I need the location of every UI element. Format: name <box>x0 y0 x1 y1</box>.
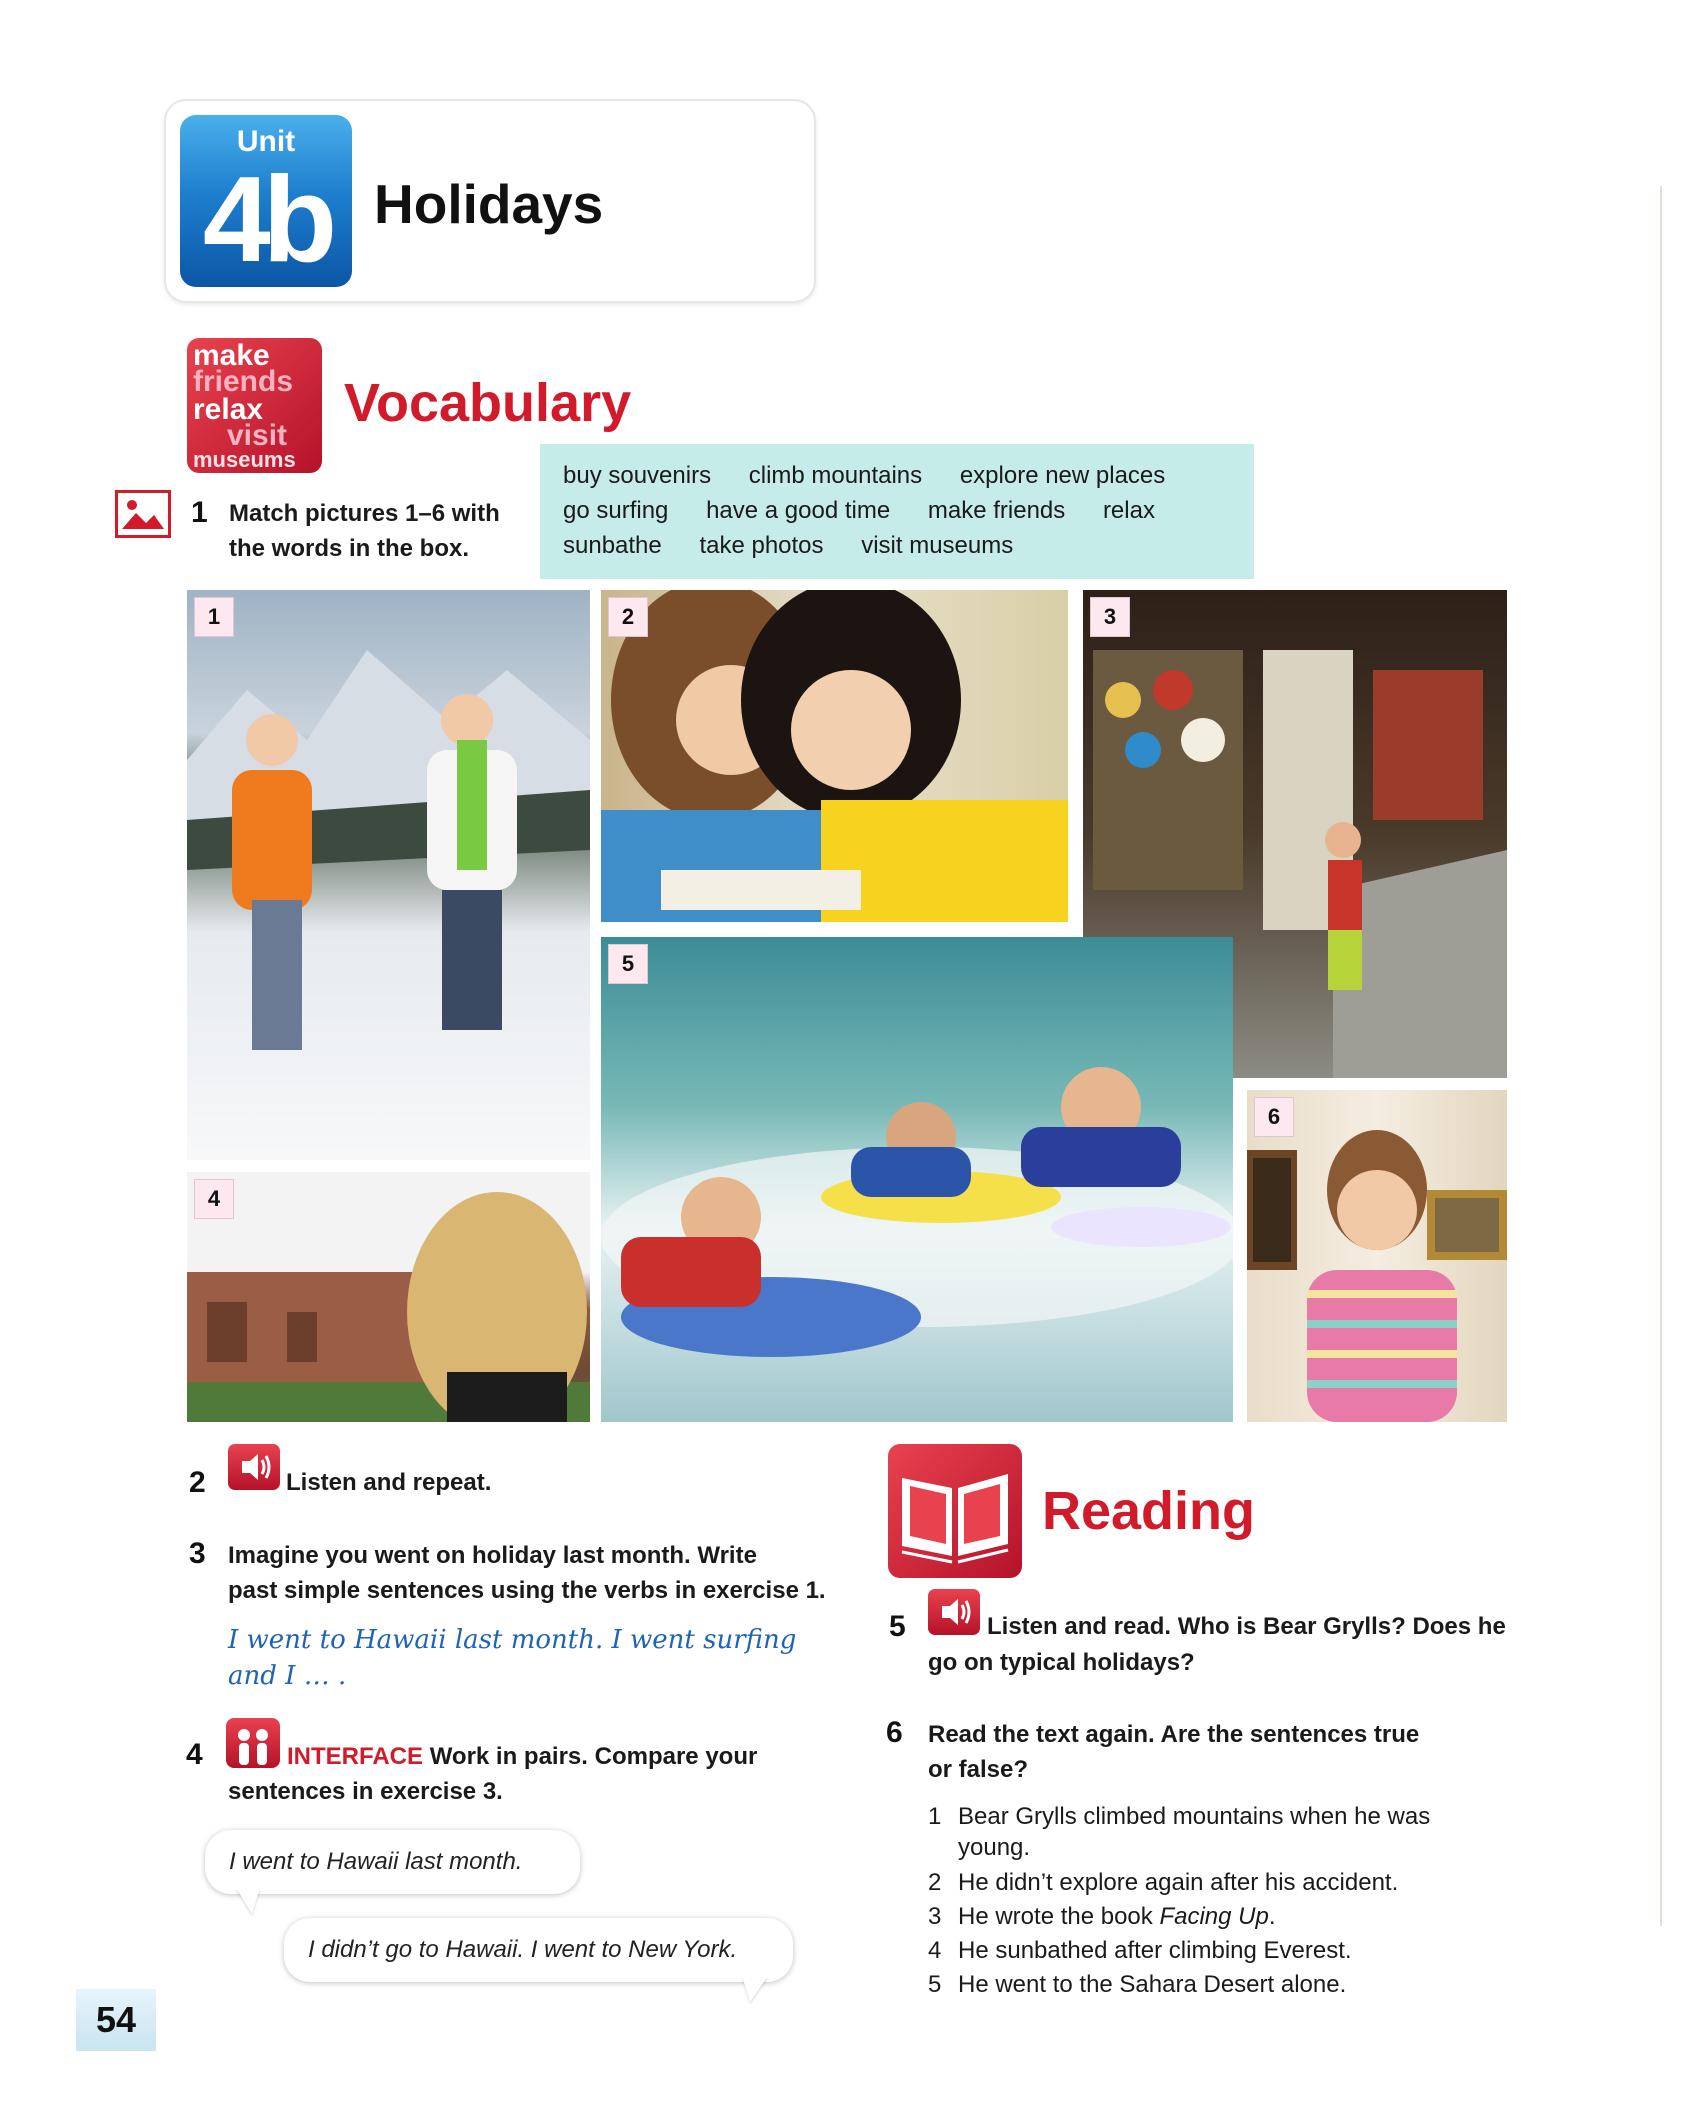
exercise1-line: Match pictures 1–6 with <box>229 500 500 527</box>
bubble-tail <box>742 1976 768 2002</box>
true-false-item <box>928 1867 1398 1899</box>
interface-pair-icon <box>226 1718 280 1768</box>
audio-speaker-icon[interactable] <box>928 1589 980 1635</box>
exercise3-line: Imagine you went on holiday last month. Write <box>228 1542 757 1569</box>
reading-title: Reading <box>1042 1481 1256 1541</box>
word-box <box>540 444 1254 579</box>
true-false-item <box>928 1901 1276 1933</box>
word-box-item: make friends <box>927 497 1066 524</box>
item-text-end: . <box>1268 1903 1276 1930</box>
exercise-number: 5 <box>889 1610 906 1643</box>
item-number: 4 <box>928 1937 942 1964</box>
photo-visit-museums <box>1247 1090 1507 1422</box>
page-number: 54 <box>76 1989 156 2051</box>
word-box-item: take photos <box>699 532 824 559</box>
exercise3-instruction <box>228 1538 826 1608</box>
photo-number-tag: 4 <box>194 1179 234 1219</box>
photo-number-tag: 1 <box>194 597 234 637</box>
word-box-row <box>563 497 1186 525</box>
exercise1-instruction <box>229 496 500 566</box>
exercise4-line: Work in pairs. Compare your <box>429 1743 758 1770</box>
exercise-number: 3 <box>189 1537 206 1570</box>
photo-number-tag: 3 <box>1090 597 1130 637</box>
example-line: I went to Hawaii last month. I went surfing <box>228 1625 797 1655</box>
true-false-item-continued: young. <box>958 1834 1031 1861</box>
item-number: 1 <box>928 1803 942 1830</box>
item-number: 5 <box>928 1971 942 1998</box>
unit-word: Unit <box>236 125 296 158</box>
exercise6-instruction <box>928 1717 1419 1787</box>
example-line: and I … . <box>228 1661 347 1691</box>
exercise5-line: go on typical holidays? <box>928 1649 1195 1676</box>
word-box-row <box>563 462 1196 490</box>
photo-number-tag: 6 <box>1254 1097 1294 1137</box>
exercise4-line: sentences in exercise 3. <box>228 1778 503 1805</box>
item-text: Bear Grylls climbed mountains when he was <box>958 1803 1431 1830</box>
true-false-item <box>928 1935 1352 1967</box>
item-number: 2 <box>928 1869 942 1896</box>
unit-badge <box>180 115 352 287</box>
word-box-item: climb mountains <box>748 462 923 489</box>
bubble-text: I didn’t go to Hawaii. I went to New York. <box>308 1936 738 1963</box>
exercise2-instruction: Listen and repeat. <box>286 1469 492 1496</box>
interface-label: INTERFACE <box>287 1743 424 1770</box>
photo-go-surfing <box>601 937 1233 1422</box>
word-box-item: sunbathe <box>563 532 662 559</box>
exercise4-instruction <box>287 1739 757 1774</box>
word-box-item: relax <box>1102 497 1155 524</box>
page-edge-line <box>1660 186 1662 1926</box>
exercise3-line: past simple sentences using the verbs in exercise 1. <box>228 1577 826 1604</box>
book-title: Facing Up <box>1159 1903 1269 1930</box>
vocab-icon-word: relax <box>193 393 264 426</box>
word-box-item: go surfing <box>563 497 669 524</box>
word-box-item: buy souvenirs <box>563 462 712 489</box>
exercise-number: 1 <box>191 496 208 529</box>
word-box-item: visit museums <box>861 532 1014 559</box>
photo-climb-mountains <box>187 590 590 1160</box>
vocab-icon-word: make <box>193 339 270 372</box>
vocab-icon-word: friends <box>193 365 294 398</box>
vocab-icon-word: museums <box>193 447 296 472</box>
photo-make-friends <box>601 590 1068 922</box>
exercise6-line: or false? <box>928 1756 1029 1783</box>
photo-number-tag: 2 <box>608 597 648 637</box>
word-box-row <box>563 532 1044 560</box>
item-text: He wrote the book <box>958 1903 1160 1930</box>
exercise6-line: Read the text again. Are the sentences true <box>928 1721 1420 1748</box>
item-text: He sunbathed after climbing Everest. <box>958 1937 1352 1964</box>
unit-title: Holidays <box>374 173 604 235</box>
vocabulary-title: Vocabulary <box>344 373 632 433</box>
exercise-number: 2 <box>189 1466 206 1499</box>
item-text: He didn’t explore again after his accident. <box>958 1869 1399 1896</box>
photo-number-tag: 5 <box>608 944 648 984</box>
word-box-item: explore new places <box>959 462 1166 489</box>
bubble-tail <box>236 1888 260 1914</box>
exercise-number: 6 <box>886 1716 903 1749</box>
photo-take-photos <box>187 1172 590 1422</box>
exercise-number: 4 <box>186 1738 203 1771</box>
exercise5-line: Listen and read. Who is Bear Grylls? Does he <box>987 1613 1506 1640</box>
item-text: He went to the Sahara Desert alone. <box>958 1971 1347 1998</box>
reading-book-icon <box>888 1444 1022 1578</box>
speech-bubble-2 <box>284 1918 793 1982</box>
true-false-item <box>928 1801 1430 1833</box>
unit-number: 4b <box>202 151 330 287</box>
exercise3-example <box>228 1622 796 1694</box>
item-number: 3 <box>928 1903 942 1930</box>
word-box-item: have a good time <box>706 497 891 524</box>
exercise1-line: the words in the box. <box>229 535 470 562</box>
speech-bubble-1 <box>205 1830 580 1894</box>
audio-speaker-icon[interactable] <box>228 1444 280 1490</box>
picture-icon <box>115 490 171 538</box>
bubble-text: I went to Hawaii last month. <box>229 1848 523 1875</box>
true-false-item <box>928 1969 1346 2001</box>
vocab-icon-word: visit <box>227 419 288 452</box>
vocabulary-icon <box>187 338 322 473</box>
